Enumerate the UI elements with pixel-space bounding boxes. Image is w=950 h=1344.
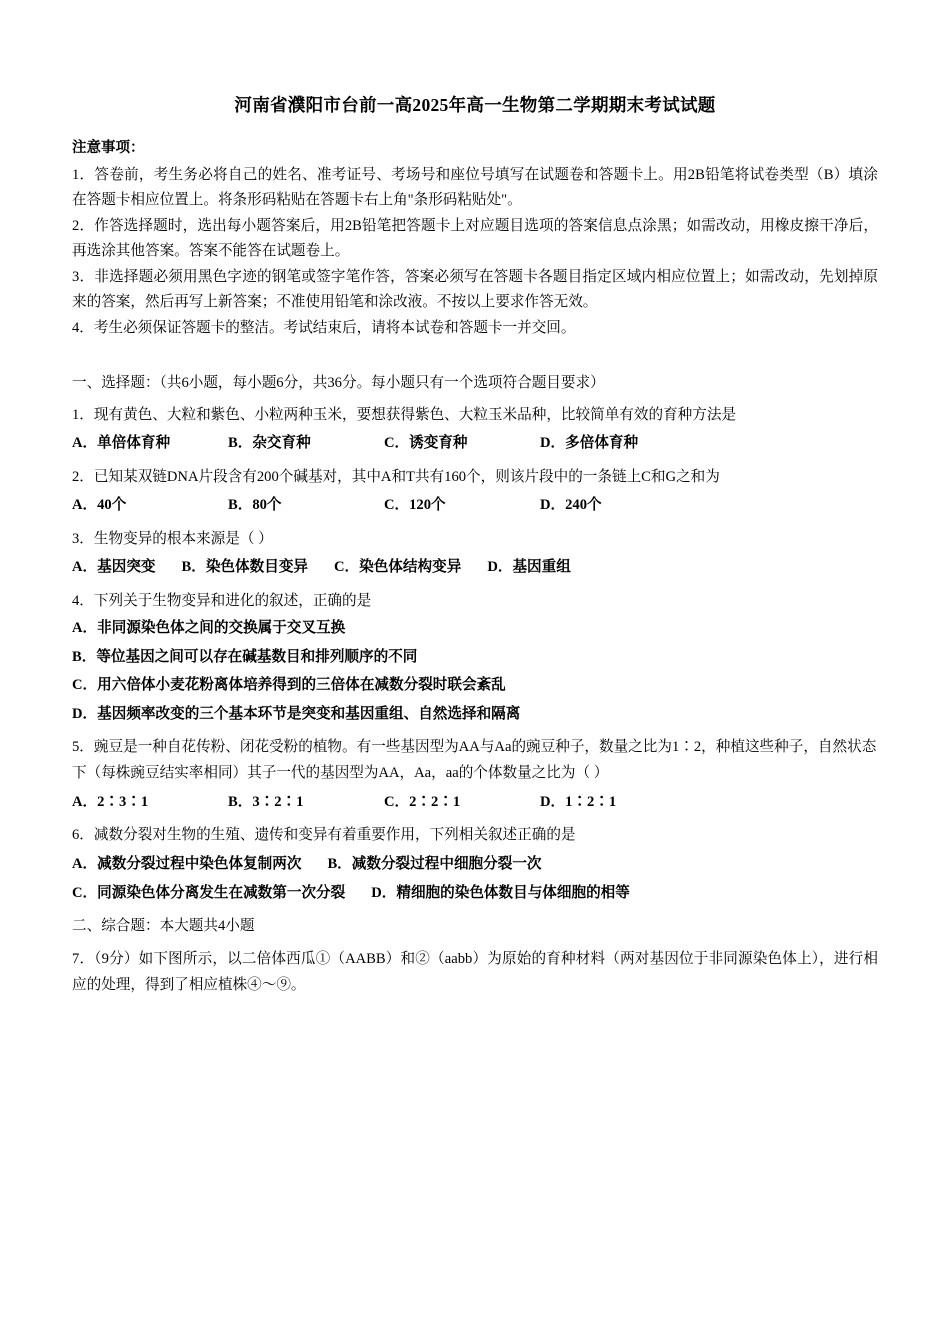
question-5-option-a[interactable]: A．2∶3∶1 (72, 793, 149, 810)
question-1-options (72, 430, 878, 458)
question-4-option-a[interactable]: A．非同源染色体之间的交换属于交叉互换 (72, 620, 346, 637)
question-1-option-b[interactable]: B．杂交育种 (228, 435, 311, 452)
question-5-number: 5． (72, 739, 94, 756)
question-4-option-c[interactable]: C．用六倍体小麦花粉离体培养得到的三倍体在减数分裂时联会紊乱 (72, 677, 506, 694)
question-1-text: 现有黄色、大粒和紫色、小粒两种玉米，要想获得紫色、大粒玉米品种，比较简单有效的育种方法是 (93, 407, 737, 424)
section-two-heading: 二、综合题：本大题共4小题 (72, 918, 255, 935)
question-1-option-a[interactable]: A．单倍体育种 (72, 435, 171, 452)
question-2-option-a[interactable]: A．40个 (72, 497, 127, 514)
question-2-options (72, 492, 878, 520)
question-6-option-b[interactable]: B．减数分裂过程中细胞分裂一次 (327, 855, 542, 872)
question-4 (72, 588, 878, 728)
question-5-option-b[interactable]: B．3∶2∶1 (228, 793, 304, 810)
question-7-text: （9分）如下图所示，以二倍体西瓜①（AABB）和②（aabb）为原始的育种材料（两对基因位于非同源染色体上），进行相应的处理，得到了相应植株④～⑨。 (72, 950, 878, 993)
question-5-options (72, 789, 878, 817)
question-5-option-d[interactable]: D．1∶2∶1 (540, 793, 617, 810)
question-4-number: 4． (72, 593, 94, 610)
page-title: 河南省濮阳市台前一高2025年高一生物第二学期期末考试试题 (234, 95, 716, 115)
question-6-option-d[interactable]: D．精细胞的染色体数目与体细胞的相等 (371, 885, 630, 902)
question-3-text: 生物变异的根本来源是（ ） (93, 531, 273, 548)
question-2-stem (72, 464, 878, 490)
question-1-stem (72, 402, 878, 428)
question-6-stem (72, 822, 878, 848)
question-1 (72, 402, 878, 458)
question-2-text: 已知某双链DNA片段含有200个碱基对，其中A和T共有160个，则该片段中的一条链上C和G之和为 (93, 469, 720, 486)
question-2 (72, 464, 878, 520)
question-6-options-row-2 (72, 880, 878, 908)
question-3-option-d[interactable]: D．基因重组 (487, 559, 571, 576)
section-one-heading: 一、选择题：（共6小题，每小题6分，共36分。每小题只有一个选项符合题目要求） (72, 374, 605, 391)
question-5-option-c[interactable]: C．2∶2∶1 (384, 793, 461, 810)
notice-item-3: 3．非选择题必须用黑色字迹的钢笔或签字笔作答，答案必须写在答题卡各题目指定区域内相应位置上；如需改动，先划掉原来的答案，然后再写上新答案；不准使用铅笔和涂改液。不按以上要求作答无效。 (72, 269, 878, 311)
question-3-options (72, 554, 878, 582)
notice-heading: 注意事项： (72, 140, 145, 157)
question-3 (72, 526, 878, 582)
question-7 (72, 946, 878, 999)
question-5-text: 豌豆是一种自花传粉、闭花受粉的植物。有一些基因型为AA与Aa的豌豆种子，数量之比为1∶2，种植这些种子，自然状态下（每株豌豆结实率相同）其子一代的基因型为AA，Aa，aa的个体数量之比为（ ） (72, 739, 877, 782)
notice-item-1: 1．答卷前，考生务必将自己的姓名、准考证号、考场号和座位号填写在试题卷和答题卡上。用2B铅笔将试卷类型（B）填涂在答题卡相应位置上。将条形码粘贴在答题卡右上角"条形码粘贴处"。 (72, 166, 878, 208)
question-4-stem (72, 588, 878, 614)
question-4-text: 下列关于生物变异和进化的叙述，正确的是 (93, 593, 372, 610)
question-2-option-b[interactable]: B．80个 (228, 497, 282, 514)
question-3-number: 3． (72, 531, 94, 548)
question-6-text: 减数分裂对生物的生殖、遗传和变异有着重要作用，下列相关叙述正确的是 (93, 827, 576, 844)
question-6-number: 6． (72, 827, 94, 844)
question-3-stem (72, 526, 878, 552)
question-7-stem (72, 946, 878, 999)
question-4-option-d[interactable]: D．基因频率改变的三个基本环节是突变和基因重组、自然选择和隔离 (72, 705, 521, 722)
answer-space (72, 998, 878, 1238)
question-3-option-c[interactable]: C．染色体结构变异 (334, 559, 462, 576)
question-4-option-b[interactable]: B．等位基因之间可以存在碱基数目和排列顺序的不同 (72, 648, 418, 665)
question-5 (72, 734, 878, 816)
notice-item-2: 2．作答选择题时，选出每小题答案后，用2B铅笔把答题卡上对应题目选项的答案信息点涂黑；如需改动，用橡皮擦干净后，再选涂其他答案。答案不能答在试题卷上。 (72, 218, 878, 260)
question-2-option-d[interactable]: D．240个 (540, 497, 602, 514)
question-1-option-d[interactable]: D．多倍体育种 (540, 435, 639, 452)
question-6-option-c[interactable]: C．同源染色体分离发生在减数第一次分裂 (72, 885, 346, 902)
question-6-option-a[interactable]: A．减数分裂过程中染色体复制两次 (72, 855, 302, 872)
question-3-option-b[interactable]: B．染色体数目变异 (181, 559, 309, 576)
question-1-number: 1． (72, 407, 94, 424)
question-2-number: 2． (72, 469, 94, 486)
question-6 (72, 822, 878, 908)
question-5-stem (72, 734, 878, 787)
question-6-options-row-1 (72, 851, 878, 879)
question-2-option-c[interactable]: C．120个 (384, 497, 446, 514)
question-1-option-c[interactable]: C．诱变育种 (384, 435, 468, 452)
question-7-number: 7． (72, 950, 95, 967)
question-3-option-a[interactable]: A．基因突变 (72, 559, 156, 576)
notice-item-4: 4．考生必须保证答题卡的整洁。考试结束后，请将本试卷和答题卡一并交回。 (72, 320, 576, 337)
